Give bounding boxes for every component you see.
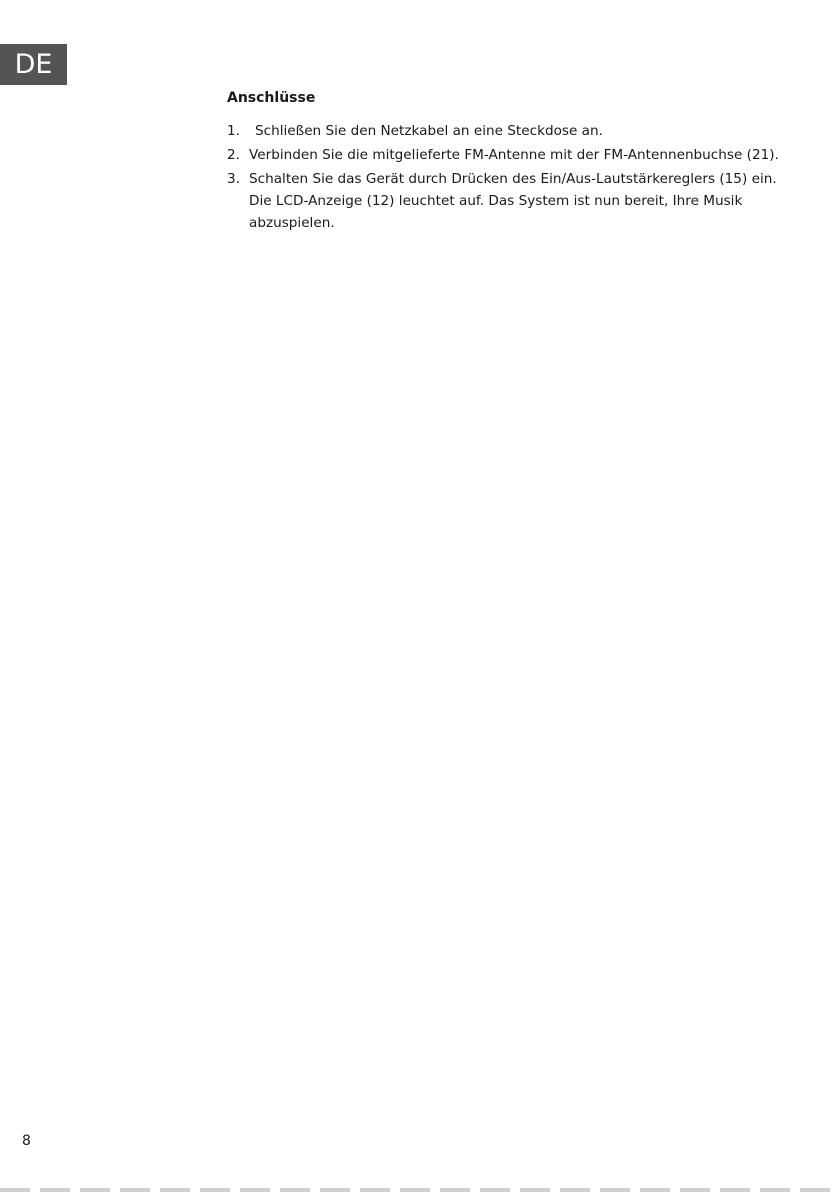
list-item [227,120,782,142]
section-title: Anschlüsse [227,90,316,106]
bottom-edge-strip [0,1188,840,1192]
step-text: Schließen Sie den Netzkabel an eine Steckdose an. [255,123,603,139]
step-text: Verbinden Sie die mitgelieferte FM-Antenne mit der FM-Antennenbuchse (21). [249,147,779,163]
main-content [227,88,782,236]
step-number: 2. [227,147,240,163]
step-number: 1. [227,123,240,139]
list-item [227,168,782,234]
page-number: 8 [22,1133,31,1149]
step-number: 3. [227,171,240,187]
language-tab: DE [0,44,67,85]
steps-list [227,120,782,234]
step-text: Schalten Sie das Gerät durch Drücken des Ein/Aus-Lautstärkereglers (15) ein. Die LCD-Anzeige (12) leuchtet auf. Das System ist nun bereit, Ihre Musik abzuspielen. [249,171,777,231]
list-item [227,144,782,166]
